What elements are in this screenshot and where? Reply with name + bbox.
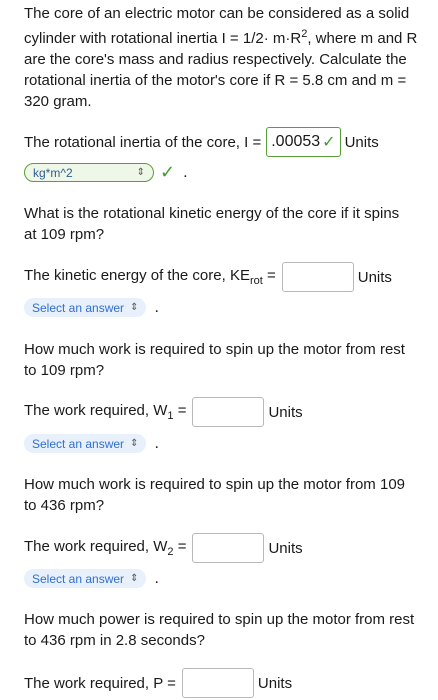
q3-label-main: The work required, W	[24, 402, 168, 419]
q1-period: .	[183, 163, 188, 181]
intro-text-1: The core of an electric motor can be considered as a solid cylinder with rotational inertia I = 1/2· m·R	[24, 5, 410, 47]
q1-units-label: Units	[344, 133, 379, 151]
q2-label-main: The kinetic energy of the core, KE	[24, 267, 250, 284]
q4-answer-input[interactable]	[192, 533, 264, 563]
q1-answer-value: .00053	[271, 133, 321, 150]
q2-label-eq: =	[266, 267, 276, 284]
q3-units-label: Units	[268, 403, 303, 421]
q1-answer-input[interactable]	[266, 127, 340, 157]
q3-label-eq: =	[177, 402, 187, 419]
q1-unit-select-value: kg*m^2	[33, 165, 73, 180]
intro-superscript: 2	[301, 28, 308, 40]
q4-label-eq: =	[177, 538, 187, 555]
chevron-updown-icon: ⇕	[130, 573, 139, 584]
q4-unit-select-value: Select an answer	[32, 571, 125, 586]
q1-label: The rotational inertia of the core, I =	[24, 133, 262, 151]
q4-label	[24, 538, 186, 558]
q4-unit-row	[24, 569, 159, 588]
q3-unit-select[interactable]	[24, 434, 146, 453]
q4-label-sub: 2	[167, 546, 174, 558]
q2-unit-row	[24, 298, 159, 317]
q4-period: .	[154, 569, 159, 587]
q3-unit-row	[24, 434, 159, 453]
q1-unit-select[interactable]	[24, 163, 154, 182]
q1-answer-row	[24, 127, 379, 157]
q5-label: The work required, P =	[24, 674, 176, 692]
q2-label-sub: rot	[249, 275, 263, 287]
q2-label	[24, 267, 276, 287]
chevron-updown-icon: ⇕	[130, 302, 139, 313]
problem-intro	[24, 3, 419, 112]
q3-label-sub: 1	[167, 410, 174, 422]
q3-answer-row	[24, 397, 303, 427]
q3-unit-select-value: Select an answer	[32, 436, 125, 451]
q3-answer-input[interactable]	[192, 397, 264, 427]
q1-check-icon: ✓	[322, 134, 336, 151]
chevron-updown-icon: ⇕	[130, 438, 139, 449]
q4-answer-row	[24, 533, 303, 563]
q3-question: How much work is required to spin up the motor from rest to 109 rpm?	[24, 341, 405, 379]
q2-period: .	[154, 298, 159, 316]
q5-units-label: Units	[257, 674, 293, 692]
chevron-updown-icon: ⇕	[136, 167, 145, 178]
q1-unit-check-icon: ✓	[160, 162, 176, 182]
q2-unit-select[interactable]	[24, 298, 146, 317]
q2-units-label: Units	[357, 268, 392, 286]
q2-unit-select-value: Select an answer	[32, 300, 125, 315]
q4-unit-select[interactable]	[24, 569, 146, 588]
q3-period: .	[154, 434, 159, 452]
q5-answer-input[interactable]	[182, 668, 254, 698]
q2-answer-input[interactable]	[282, 262, 354, 292]
q4-units-label: Units	[268, 539, 303, 557]
q4-question: How much work is required to spin up the motor from 109 to 436 rpm?	[24, 476, 405, 514]
q2-answer-row	[24, 262, 392, 292]
q5-answer-row	[24, 668, 292, 698]
q4-label-main: The work required, W	[24, 538, 168, 555]
q1-unit-row	[24, 162, 188, 183]
q3-label	[24, 402, 186, 422]
q2-question: What is the rotational kinetic energy of the core if it spins at 109 rpm?	[24, 205, 400, 243]
intro-text-2: , where m and R are the core's mass and radius respectively. Calculate the rotational inertia of the motor's core if R = 5.8 cm and m = 320 gram.	[24, 30, 418, 110]
q5-question: How much power is required to spin up the motor from rest to 436 rpm in 2.8 seconds?	[24, 611, 415, 649]
